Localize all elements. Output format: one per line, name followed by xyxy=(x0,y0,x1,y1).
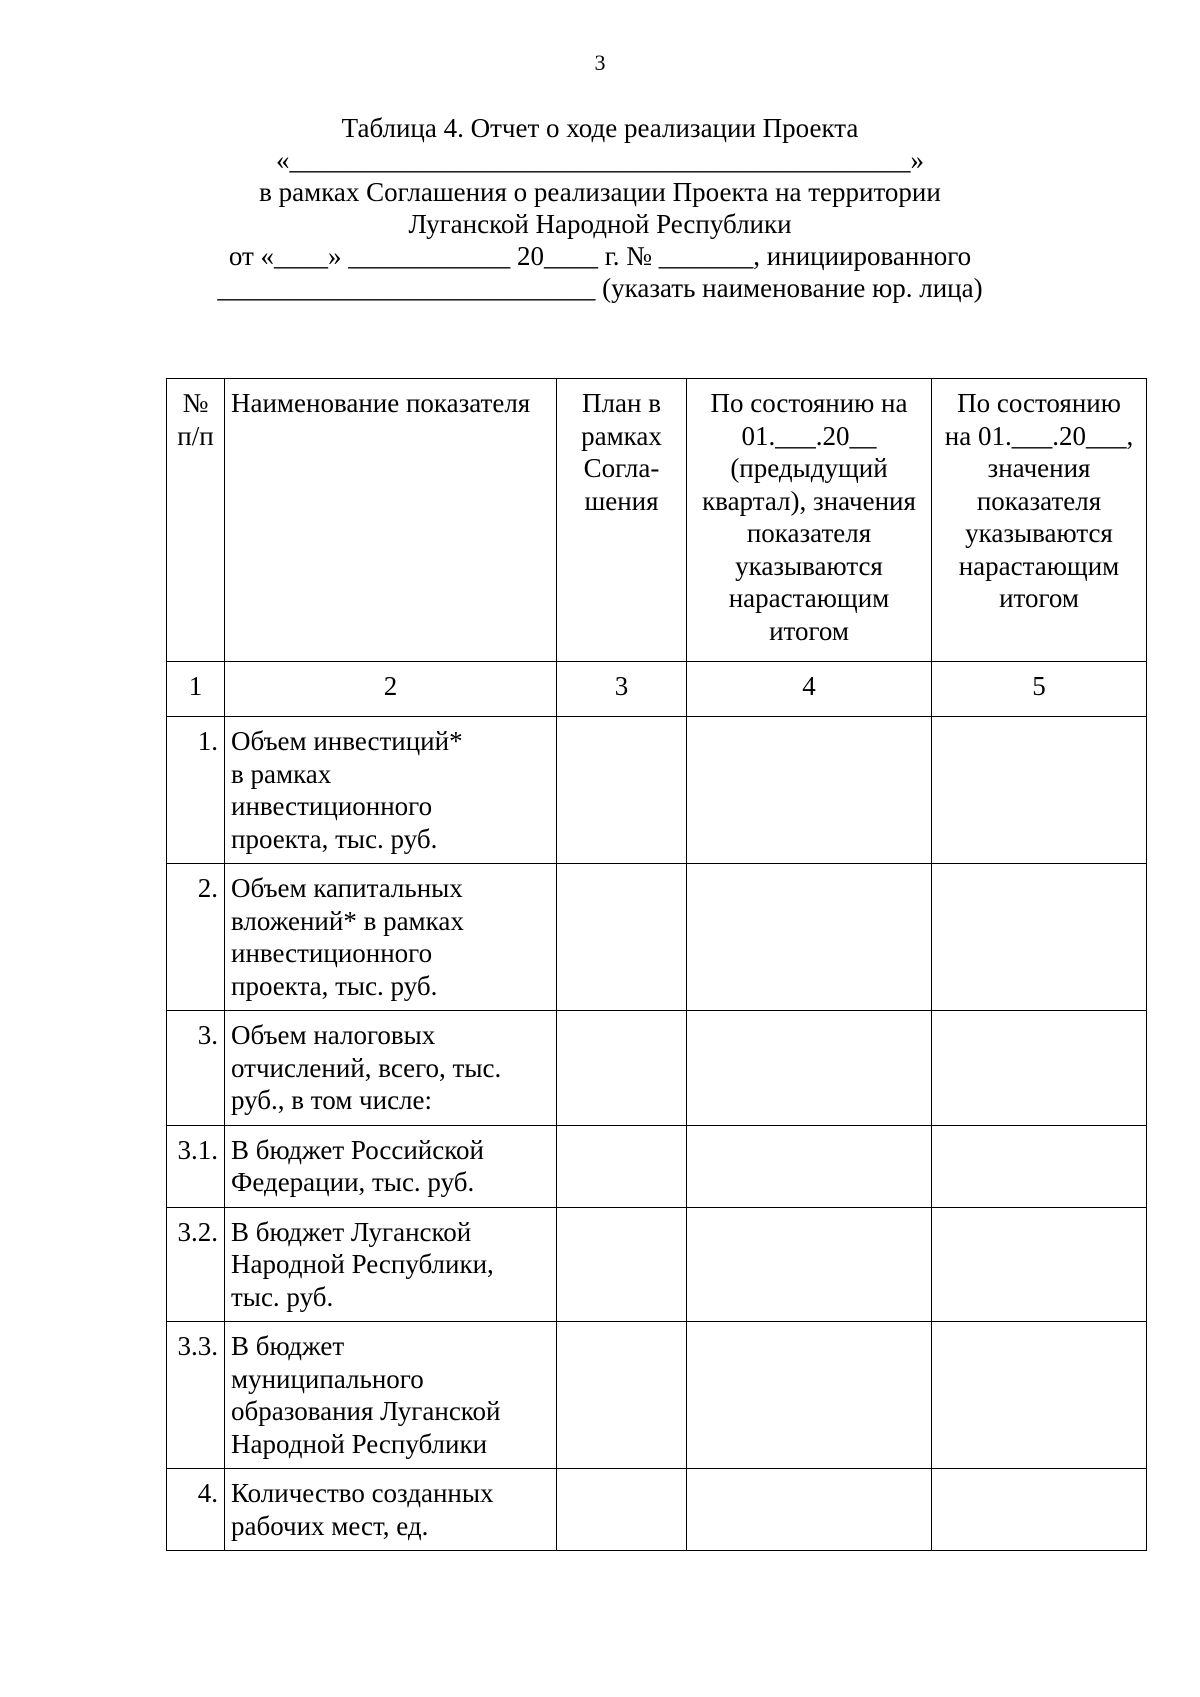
row-number: 3.1. xyxy=(167,1125,225,1207)
header-plan: План в рамках Согла- шения xyxy=(557,379,687,662)
row-previous-value xyxy=(687,1207,932,1322)
row-number: 3. xyxy=(167,1011,225,1126)
row-previous-value xyxy=(687,864,932,1011)
row-current-value xyxy=(932,1469,1147,1551)
title-line-2: «______________________________________________» xyxy=(276,145,924,175)
title-line-3: в рамках Соглашения о реализации Проекта на территории xyxy=(259,177,941,207)
row-plan-value xyxy=(557,1469,687,1551)
row-indicator-name: Количество созданных рабочих мест, ед. xyxy=(225,1469,557,1551)
column-number: 1 xyxy=(167,662,225,717)
row-plan-value xyxy=(557,1322,687,1469)
table-header-row xyxy=(167,379,1147,662)
header-indicator-name: Наименование показателя xyxy=(225,379,557,662)
row-previous-value xyxy=(687,717,932,864)
row-number: 2. xyxy=(167,864,225,1011)
row-plan-value xyxy=(557,717,687,864)
row-current-value xyxy=(932,1322,1147,1469)
row-current-value xyxy=(932,1207,1147,1322)
row-current-value xyxy=(932,864,1147,1011)
row-plan-value xyxy=(557,1125,687,1207)
table-row xyxy=(167,1469,1147,1551)
row-indicator-name: В бюджет Луганской Народной Республики, тыс. руб. xyxy=(225,1207,557,1322)
row-indicator-name: Объем капитальных вложений* в рамках инвестиционного проекта, тыс. руб. xyxy=(225,864,557,1011)
row-previous-value xyxy=(687,1011,932,1126)
row-indicator-name: Объем инвестиций* в рамках инвестиционного проекта, тыс. руб. xyxy=(225,717,557,864)
row-plan-value xyxy=(557,864,687,1011)
row-previous-value xyxy=(687,1125,932,1207)
table-row xyxy=(167,1322,1147,1469)
table-row xyxy=(167,1207,1147,1322)
title-line-6: ____________________________ (указать наименование юр. лица) xyxy=(217,273,983,303)
row-number: 3.2. xyxy=(167,1207,225,1322)
header-current-state: По состоянию на 01.___.20___, значения показателя указываются нарастающим итогом xyxy=(932,379,1147,662)
title-line-5: от «____» ____________ 20____ г. № _______, инициированного xyxy=(228,241,972,271)
row-current-value xyxy=(932,717,1147,864)
row-plan-value xyxy=(557,1207,687,1322)
column-number: 2 xyxy=(225,662,557,717)
row-indicator-name: Объем налоговых отчислений, всего, тыс. руб., в том числе: xyxy=(225,1011,557,1126)
row-previous-value xyxy=(687,1469,932,1551)
report-title xyxy=(0,112,1200,304)
page-number: 3 xyxy=(594,50,606,75)
row-current-value xyxy=(932,1011,1147,1126)
row-current-value xyxy=(932,1125,1147,1207)
column-numbers-row xyxy=(167,662,1147,717)
row-number: 4. xyxy=(167,1469,225,1551)
row-indicator-name: В бюджет Российской Федерации, тыс. руб. xyxy=(225,1125,557,1207)
row-indicator-name: В бюджет муниципального образования Луганской Народной Республики xyxy=(225,1322,557,1469)
column-number: 3 xyxy=(557,662,687,717)
title-line-1: Таблица 4. Отчет о ходе реализации Проекта xyxy=(341,113,859,143)
row-previous-value xyxy=(687,1322,932,1469)
row-number: 3.3. xyxy=(167,1322,225,1469)
table-row xyxy=(167,1125,1147,1207)
title-line-4: Луганской Народной Республики xyxy=(408,209,792,239)
table-row xyxy=(167,864,1147,1011)
report-table xyxy=(166,378,1147,1551)
row-plan-value xyxy=(557,1011,687,1126)
header-number: № п/п xyxy=(167,379,225,662)
column-number: 5 xyxy=(932,662,1147,717)
header-previous-quarter: По состоянию на 01.___.20__ (предыдущий квартал), значения показателя указываются нарастающим итогом xyxy=(687,379,932,662)
column-number: 4 xyxy=(687,662,932,717)
table-row xyxy=(167,1011,1147,1126)
table-row xyxy=(167,717,1147,864)
row-number: 1. xyxy=(167,717,225,864)
